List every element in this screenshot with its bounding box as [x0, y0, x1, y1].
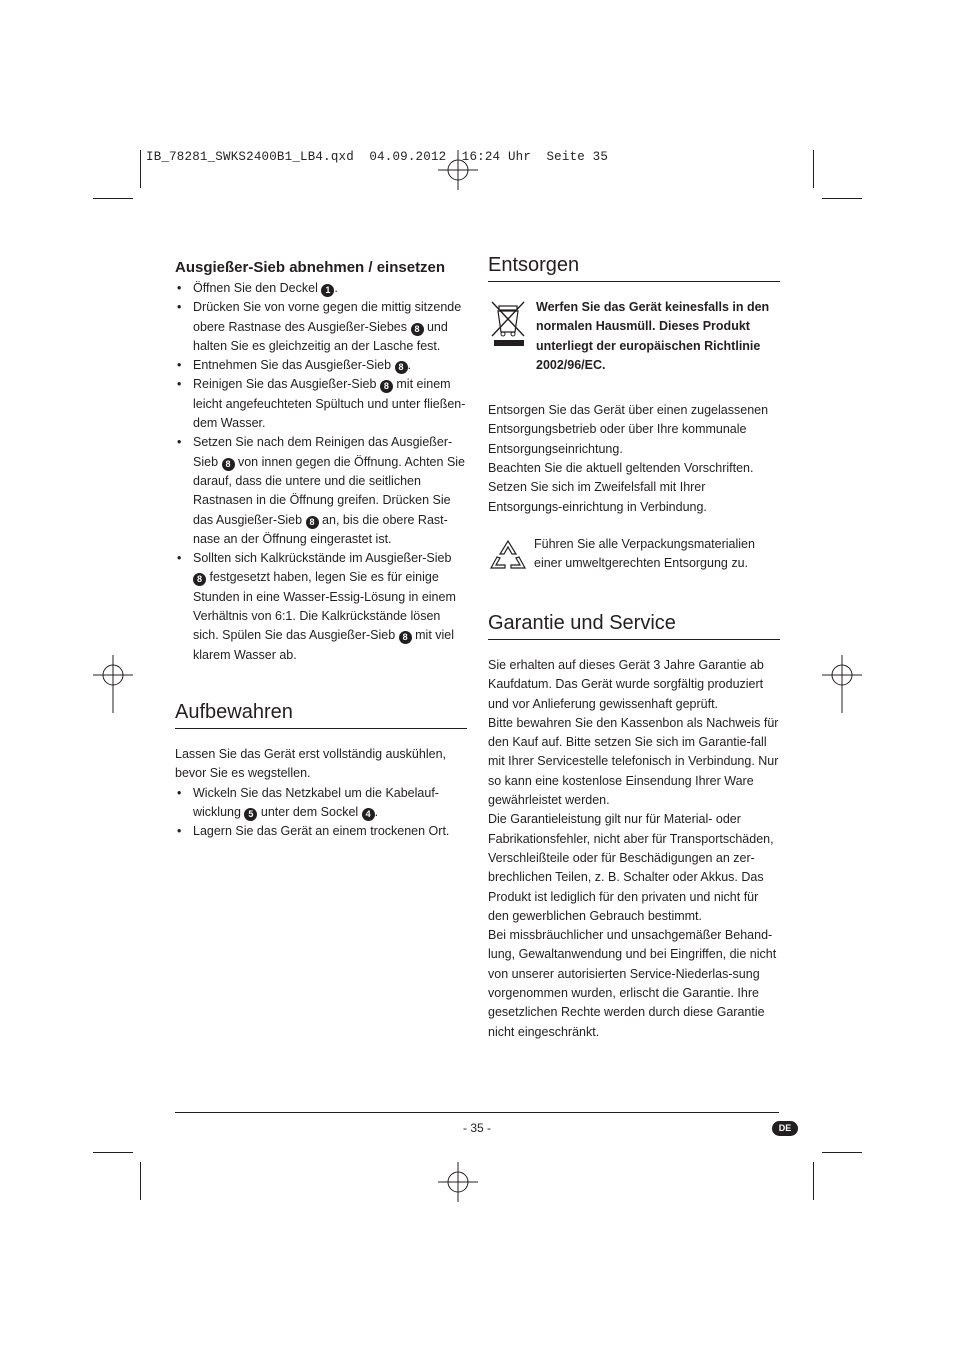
- sieve-steps: [175, 279, 467, 665]
- crop-mark: [813, 1162, 814, 1200]
- weee-notice: [488, 298, 780, 375]
- registration-mark-icon: [438, 150, 478, 190]
- crop-mark: [822, 1152, 862, 1153]
- registration-mark-icon: [822, 655, 862, 713]
- warranty-p3: Die Garantieleistung gilt nur für Material- oder Fabrikationsfehler, nicht aber für Transportschäden, Verschleißteile oder für Beschädigungen an zer-brechlichen Teilen, z. B. Schalter oder Akkus. Das Produkt ist lediglich für den privaten und nicht für den gewerblichen Gebrauch bestimmt.: [488, 812, 774, 923]
- list-item: • Drücken Sie von vorne gegen die mittig sitzende obere Rastnase des Ausgießer-Siebes 8 und halten Sie es gleichzeitig an der Lasche fest.: [175, 298, 467, 356]
- registration-mark-icon: [93, 655, 133, 713]
- crop-mark: [822, 198, 862, 199]
- part-number-badge: 5: [244, 808, 257, 821]
- warranty-p1: Sie erhalten auf dieses Gerät 3 Jahre Garantie ab Kaufdatum. Das Gerät wurde sorgfältig produziert und vor Anlieferung gewissenhaft geprüft.: [488, 657, 764, 711]
- storage-steps: [175, 784, 467, 842]
- disposal-body-2: Beachten Sie die aktuell geltenden Vorschriften. Setzen Sie sich im Zweifelsfall mit Ihrer Entsorgungs-einrichtung in Verbindung.: [488, 461, 754, 514]
- crossed-bin-icon: [488, 298, 528, 375]
- print-slug: IB_78281_SWKS2400B1_LB4.qxd 04.09.2012 16:24 Uhr Seite 35: [146, 150, 609, 164]
- recycle-icon: [488, 535, 528, 580]
- part-number-badge: 8: [395, 361, 408, 374]
- crop-mark: [140, 150, 141, 188]
- right-column: [488, 252, 780, 1042]
- part-number-badge: 8: [380, 380, 393, 393]
- warranty-p4: Bei missbräuchlicher und unsachgemäßer Behand-lung, Gewaltanwendung und bei Eingriffen, die nicht von unserer autorisierten Service-Niederlas-sung vorgenommen wurden, erlischt die Garantie. Ihre gesetzlichen Rechte werden durch diese Garantie nicht eingeschränkt.: [488, 928, 777, 1039]
- part-number-badge: 4: [362, 808, 375, 821]
- part-number-badge: 8: [193, 573, 206, 586]
- list-item: • Wickeln Sie das Netzkabel um die Kabelauf-wicklung 5 unter dem Sockel 4 .: [175, 784, 467, 823]
- page-number: - 35 -: [462, 1121, 491, 1135]
- part-number-badge: 8: [306, 516, 319, 529]
- crop-mark: [93, 198, 133, 199]
- crop-mark: [813, 150, 814, 188]
- recycling-text: Führen Sie alle Verpackungsmaterialien einer umweltgerechten Entsorgung zu.: [534, 536, 755, 571]
- warranty-heading: Garantie und Service: [488, 610, 780, 640]
- recycling-notice: [488, 535, 780, 580]
- list-item: • Setzen Sie nach dem Reinigen das Ausgießer-Sieb 8 von innen gegen die Öffnung. Achten Sie darauf, dass die untere und die seitlichen Rastnasen in die Öffnung greifen. Drücken Sie das Ausgießer-Sieb 8 an, bis die obere Rast-nase an der Öffnung eingerastet ist.: [175, 433, 467, 549]
- part-number-badge: 1: [321, 284, 334, 297]
- left-column: [175, 258, 467, 841]
- storage-intro: Lassen Sie das Gerät erst vollständig auskühlen, bevor Sie es wegstellen.: [175, 746, 446, 781]
- list-item: • Reinigen Sie das Ausgießer-Sieb 8 mit einem leicht angefeuchteten Spültuch und unter fließen-dem Wasser.: [175, 375, 467, 433]
- weee-notice-text: Werfen Sie das Gerät keinesfalls in den normalen Hausmüll. Dieses Produkt unterliegt der europäischen Richtlinie 2002/96/EC.: [536, 300, 770, 372]
- list-item: • Lagern Sie das Gerät an einem trockenen Ort.: [175, 822, 467, 841]
- language-badge: DE: [772, 1121, 798, 1136]
- crop-mark: [93, 1152, 133, 1153]
- registration-mark-icon: [438, 1162, 478, 1202]
- footer-divider: [175, 1112, 779, 1113]
- disposal-body-1: Entsorgen Sie das Gerät über einen zugelassenen Entsorgungsbetrieb oder über Ihre kommunale Entsorgungseinrichtung.: [488, 403, 769, 456]
- list-item: • Öffnen Sie den Deckel 1 .: [175, 279, 467, 298]
- sieve-heading: Ausgießer-Sieb abnehmen / einsetzen: [175, 259, 446, 276]
- part-number-badge: 8: [411, 323, 424, 336]
- part-number-badge: 8: [399, 631, 412, 644]
- list-item: • Sollten sich Kalkrückstände im Ausgießer-Sieb 8 festgesetzt haben, legen Sie es für einige Stunden in eine Wasser-Essig-Lösung in einem Verhältnis von 6:1. Die Kalkrückstände lösen sich. Spülen Sie das Ausgießer-Sieb 8 mit viel klarem Wasser ab.: [175, 549, 467, 665]
- warranty-p2: Bitte bewahren Sie den Kassenbon als Nachweis für den Kauf auf. Bitte setzen Sie sich im Garantie-fall mit Ihrer Servicestelle telefonisch in Verbindung. Nur so kann eine kostenlose Einsendung Ihrer Ware gewährleistet werden.: [488, 715, 779, 808]
- storage-heading: Aufbewahren: [175, 699, 467, 729]
- crop-mark: [140, 1162, 141, 1200]
- disposal-heading: Entsorgen: [488, 252, 780, 282]
- part-number-badge: 8: [222, 458, 235, 471]
- list-item: • Entnehmen Sie das Ausgießer-Sieb 8 .: [175, 356, 467, 375]
